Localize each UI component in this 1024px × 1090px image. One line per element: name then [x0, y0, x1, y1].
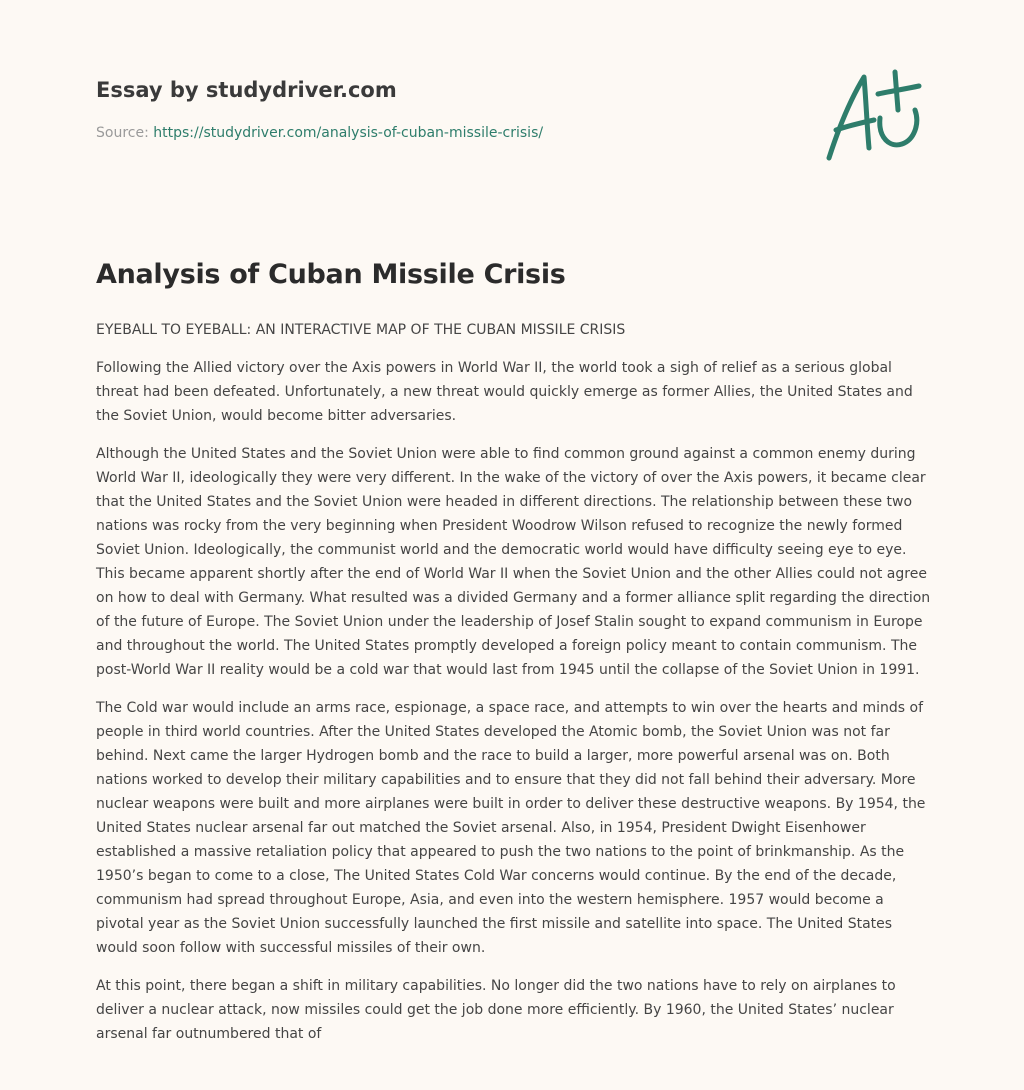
- essay-subtitle: EYEBALL TO EYEBALL: AN INTERACTIVE MAP OF THE CUBAN MISSILE CRISIS: [96, 322, 626, 338]
- source-line: [96, 123, 796, 143]
- essay-paragraph: The Cold war would include an arms race, espionage, a space race, and attempts to win over the hearts and minds of people in third world countries. After the United States developed the Atomic bomb, the Soviet Union was not far behind. Next came the larger Hydrogen bomb and the race to build a larger, more powerful arsenal was on. Both nations worked to develop their military capabilities and to ensure that they did not fall behind their adversary. More nuclear weapons were built and more airplanes were built in order to deliver these destructive weapons. By 1954, the United States nuclear arsenal far out matched the Soviet arsenal. Also, in 1954, President Dwight Eisenhower established a massive retaliation policy that appeared to push the two nations to the point of brinkmanship. As the 1950’s began to come to a close, The United States Cold War concerns would continue. By the end of the decade, communism had spread throughout Europe, Asia, and even into the western hemisphere. 1957 would become a pivotal year as the Soviet Union successfully launched the first missile and satellite into space. The United States would soon follow with successful missiles of their own.: [96, 700, 926, 956]
- essay-paragraph: At this point, there began a shift in military capabilities. No longer did the two nations have to rely on airplanes to deliver a nuclear attack, now missiles could get the job done more efficiently. By 1960, the United States’ nuclear arsenal far outnumbered that of: [96, 978, 896, 1042]
- essay-title: Analysis of Cuban Missile Crisis: [96, 259, 566, 290]
- site-title: Essay by studydriver.com: [96, 78, 397, 102]
- essay-content: [96, 253, 932, 1046]
- essay-paragraph: Following the Allied victory over the Axis powers in World War II, the world took a sigh of relief as a serious global threat had been defeated. Unfortunately, a new threat would quickly emerge as former Allies, the United States and the Soviet Union, would become bitter adversaries.: [96, 360, 913, 424]
- source-link[interactable]: https://studydriver.com/analysis-of-cuban-missile-crisis/: [153, 125, 544, 141]
- source-label: Source:: [96, 125, 154, 141]
- a-plus-icon: [822, 68, 930, 166]
- page-header: [96, 74, 796, 143]
- essay-paragraph: Although the United States and the Soviet Union were able to find common ground against a common enemy during World War II, ideologically they were very different. In the wake of the victory of over the Axis powers, it became clear that the United States and the Soviet Union were headed in different directions. The relationship between these two nations was rocky from the very beginning when President Woodrow Wilson refused to recognize the newly formed Soviet Union. Ideologically, the communist world and the democratic world would have difficulty seeing eye to eye. This became apparent shortly after the end of World War II when the Soviet Union and the other Allies could not agree on how to deal with Germany. What resulted was a divided Germany and a former alliance split regarding the direction of the future of Europe. The Soviet Union under the leadership of Josef Stalin sought to expand communism in Europe and throughout the world. The United States promptly developed a foreign policy meant to contain communism. The post-World War II reality would be a cold war that would last from 1945 until the collapse of the Soviet Union in 1991.: [96, 446, 931, 678]
